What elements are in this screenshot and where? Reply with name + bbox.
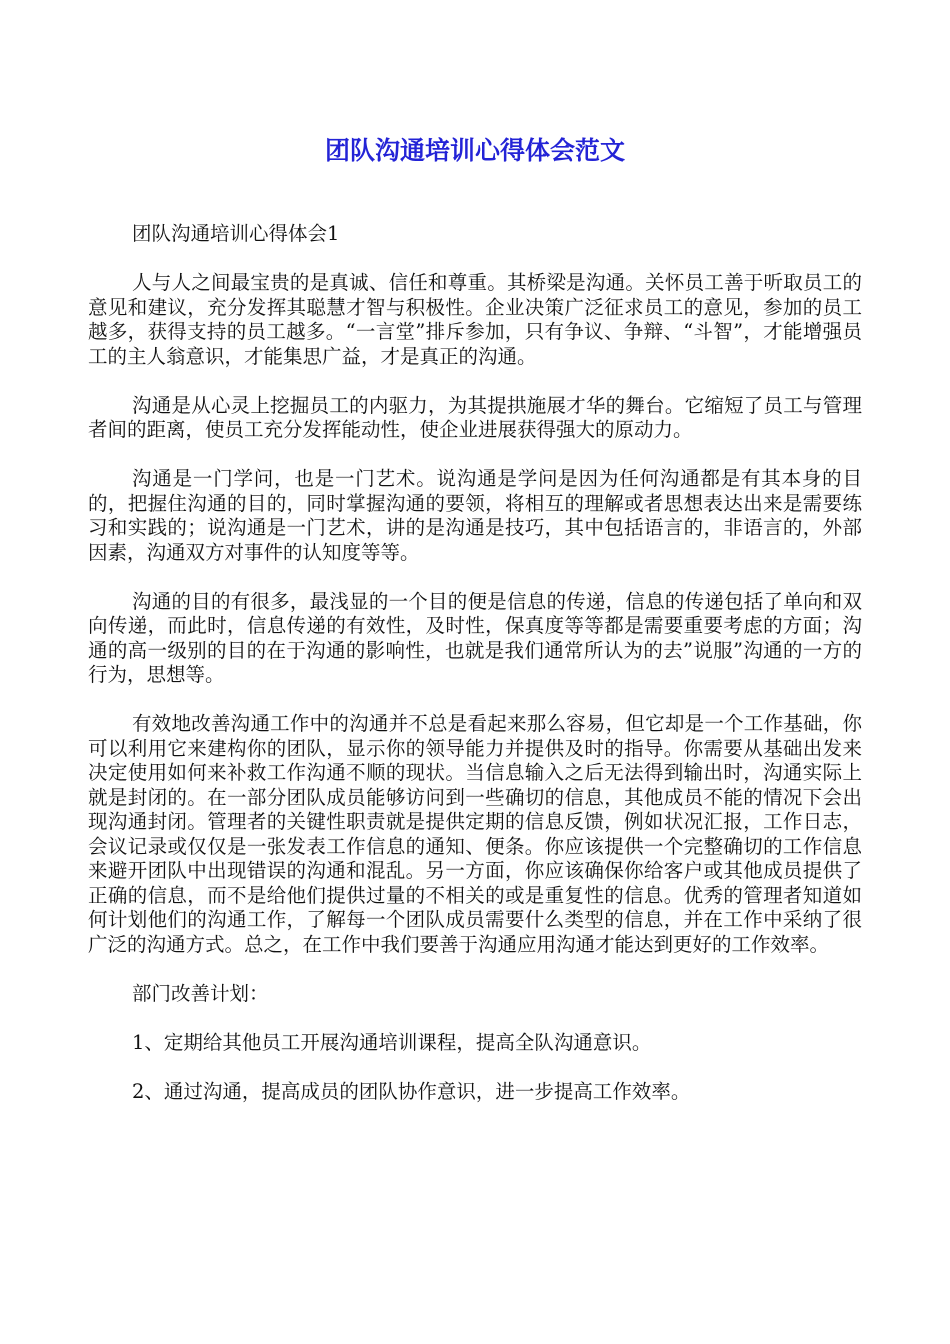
paragraph: 沟通的目的有很多，最浅显的一个目的便是信息的传递，信息的传递包括了单向和双向传递，而此时，信息传递的有效性，及时性，保真度等等都是需要重要考虑的方面；沟通的高一级别的目的在于沟通的影响性，也就是我们通常所认为的去”说服”沟通的一方的行为，思想等。 bbox=[88, 589, 862, 686]
document-title: 团队沟通培训心得体会范文 bbox=[324, 136, 625, 165]
plan-heading: 部门改善计划： bbox=[132, 981, 269, 1005]
paragraph: 人与人之间最宝贵的是真诚、信任和尊重。其桥梁是沟通。关怀员工善于听取员工的意见和建议，充分发挥其聪慧才智与积极性。企业决策广泛征求员工的意见，参加的员工越多，获得支持的员工越多。“一言堂”排斥参加，只有争议、争辩、“斗智”，才能增强员工的主人翁意识，才能集思广益，才是真正的沟通。 bbox=[88, 271, 862, 368]
paragraph: 沟通是一门学问，也是一门艺术。说沟通是学问是因为任何沟通都是有其本身的目的，把握住沟通的目的，同时掌握沟通的要领，将相互的理解或者思想表达出来是需要练习和实践的；说沟通是一门艺术，讲的是沟通是技巧，其中包括语言的，非语言的，外部因素，沟通双方对事件的认知度等等。 bbox=[88, 467, 862, 564]
paragraph: 沟通是从心灵上挖掘员工的内驱力，为其提拱施展才华的舞台。它缩短了员工与管理者间的距离，使员工充分发挥能动性，使企业进展获得强大的原动力。 bbox=[88, 393, 862, 441]
plan-item: 2、通过沟通，提高成员的团队协作意识，进一步提高工作效率。 bbox=[132, 1079, 691, 1103]
document-body bbox=[88, 222, 862, 1129]
paragraph: 有效地改善沟通工作中的沟通并不总是看起来那么容易，但它却是一个工作基础，你可以利用它来建构你的团队，显示你的领导能力并提供及时的指导。你需要从基础出发来决定使用如何来补救工作沟通不顺的现状。当信息输入之后无法得到输出时，沟通实际上就是封闭的。在一部分团队成员能够访问到一些确切的信息，其他成员不能的情况下会出现沟通封闭。管理者的关键性职责就是提供定期的信息反馈，例如状况汇报，工作日志，会议记录或仅仅是一张发表工作信息的通知、便条。你应该提供一个完整确切的工作信息来避开团队中出现错误的沟通和混乱。另一方面，你应该确保你给客户或其他成员提供了正确的信息，而不是给他们提供过量的不相关的或是重复性的信息。优秀的管理者知道如何计划他们的沟通工作，了解每一个团队成员需要什么类型的信息，并在工作中采纳了很广泛的沟通方式。总之，在工作中我们要善于沟通应用沟通才能达到更好的工作效率。 bbox=[88, 712, 862, 956]
section-heading: 团队沟通培训心得体会1 bbox=[132, 222, 340, 245]
plan-item: 1、定期给其他员工开展沟通培训课程，提高全队沟通意识。 bbox=[132, 1030, 652, 1054]
